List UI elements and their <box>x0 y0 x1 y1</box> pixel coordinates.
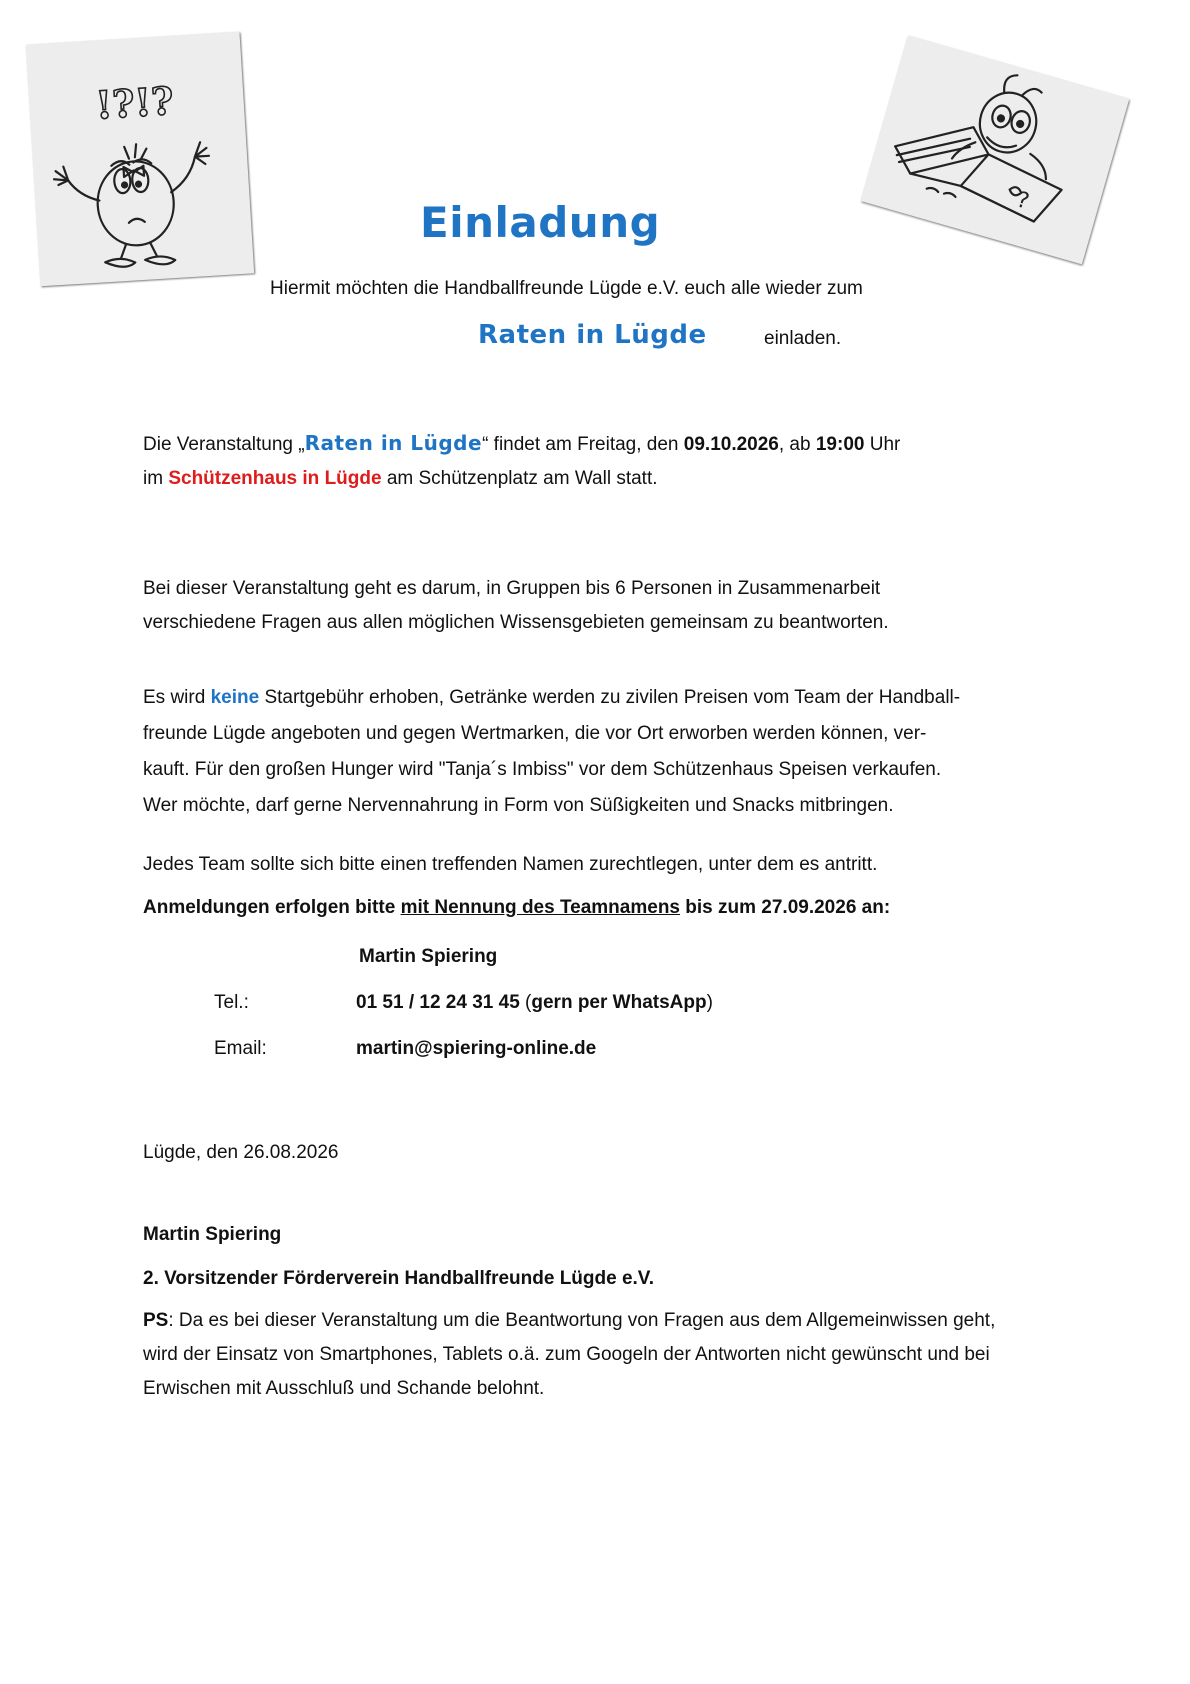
event-time: 19:00 <box>815 434 865 455</box>
fees-paragraph <box>143 680 1043 824</box>
doodle-symbols: !?!? <box>94 77 175 128</box>
reading-figure-drawing <box>861 36 1129 265</box>
details-suffix: Uhr <box>864 434 901 455</box>
details-event-name: Raten in Lügde <box>304 431 483 455</box>
fees-line-1-rest: Startgebühr erhoben, Getränke werden zu zivilen Preisen vom Team der Handball- <box>259 687 961 708</box>
ps-line-3: Erwischen mit Ausschluß und Schande belohnt. <box>143 1378 545 1399</box>
ps-label: PS <box>143 1310 169 1331</box>
fees-line-1 <box>143 680 1043 716</box>
place-date <box>143 1140 338 1166</box>
about-paragraph <box>143 572 1043 640</box>
registration-underlined: mit Nennung des Teamnamens <box>400 897 680 918</box>
invite-suffix: einladen. <box>764 328 842 349</box>
intro-line: Hiermit möchten die Handballfreunde Lügde e.V. euch alle wieder zum <box>270 278 863 299</box>
letter-date: 26.08.2026 <box>243 1142 339 1163</box>
details-prefix: Die Veranstaltung „ <box>143 434 305 455</box>
ps-line-2: wird der Einsatz von Smartphones, Tablets o.ä. zum Googeln der Antworten nicht gewünscht und bei <box>143 1344 990 1365</box>
details-mid: “ findet am Freitag, den <box>482 434 684 455</box>
place: Lügde, den <box>143 1142 244 1163</box>
tel-note-close: ) <box>706 992 713 1013</box>
confused-figure-doodle <box>26 32 254 287</box>
ps-line-1-text: : Da es bei dieser Veranstaltung um die Beantwortung von Fragen aus dem Allgemeinwissen geht, <box>168 1310 996 1331</box>
event-location: Schützenhaus in Lügde <box>168 468 382 489</box>
location-suffix: am Schützenplatz am Wall statt. <box>381 468 658 489</box>
doodle-question-mark: ? <box>1013 187 1032 215</box>
fees-keyword: keine <box>210 687 260 708</box>
about-line-1: Bei dieser Veranstaltung geht es darum, in Gruppen bis 6 Personen in Zusammenarbeit <box>143 578 881 599</box>
contact-name: Martin Spiering <box>359 946 498 967</box>
event-details-line-2 <box>143 462 1043 496</box>
tel-note-open: ( <box>519 992 532 1013</box>
email-label: Email: <box>214 1038 267 1059</box>
registration-prefix: Anmeldungen erfolgen bitte <box>143 897 401 918</box>
signature-role: 2. Vorsitzender Förderverein Handballfreunde Lügde e.V. <box>143 1268 655 1289</box>
tel-label: Tel.: <box>214 992 249 1013</box>
signature-name: Martin Spiering <box>143 1224 282 1245</box>
ps-paragraph <box>143 1304 1063 1406</box>
confused-figure-drawing <box>26 32 254 287</box>
event-name-heading: Raten in Lügde <box>478 320 707 350</box>
location-prefix: im <box>143 468 169 489</box>
registration-line <box>143 891 1043 925</box>
event-details <box>143 426 1043 496</box>
about-line-2: verschiedene Fragen aus allen möglichen Wissensgebieten gemeinsam zu beantworten. <box>143 612 889 633</box>
reading-figure-doodle <box>861 36 1129 265</box>
team-note: Jedes Team sollte sich bitte einen treffenden Namen zurechtlegen, unter dem es antritt. <box>143 854 878 875</box>
email-address[interactable]: martin@spiering-online.de <box>356 1038 597 1059</box>
fees-line-3: kauft. Für den großen Hunger wird "Tanja´s Imbiss" vor dem Schützenhaus Speisen verkaufen. <box>143 759 942 780</box>
page-title: Einladung <box>420 198 661 247</box>
event-details-line-1 <box>143 426 1043 462</box>
ps-line-1 <box>143 1304 1063 1338</box>
tel-number: 01 51 / 12 24 31 45 <box>356 992 520 1013</box>
event-date: 09.10.2026 <box>683 434 779 455</box>
fees-line-4: Wer möchte, darf gerne Nervennahrung in Form von Süßigkeiten und Snacks mitbringen. <box>143 795 894 816</box>
fees-line-2: freunde Lügde angeboten und gegen Wertmarken, die vor Ort erworben werden können, ver- <box>143 723 927 744</box>
registration-suffix: bis zum 27.09.2026 an: <box>680 897 891 918</box>
tel-note: gern per WhatsApp <box>531 992 707 1013</box>
tel-value <box>356 990 916 1016</box>
details-mid2: , ab <box>778 434 816 455</box>
fees-prefix: Es wird <box>143 687 211 708</box>
